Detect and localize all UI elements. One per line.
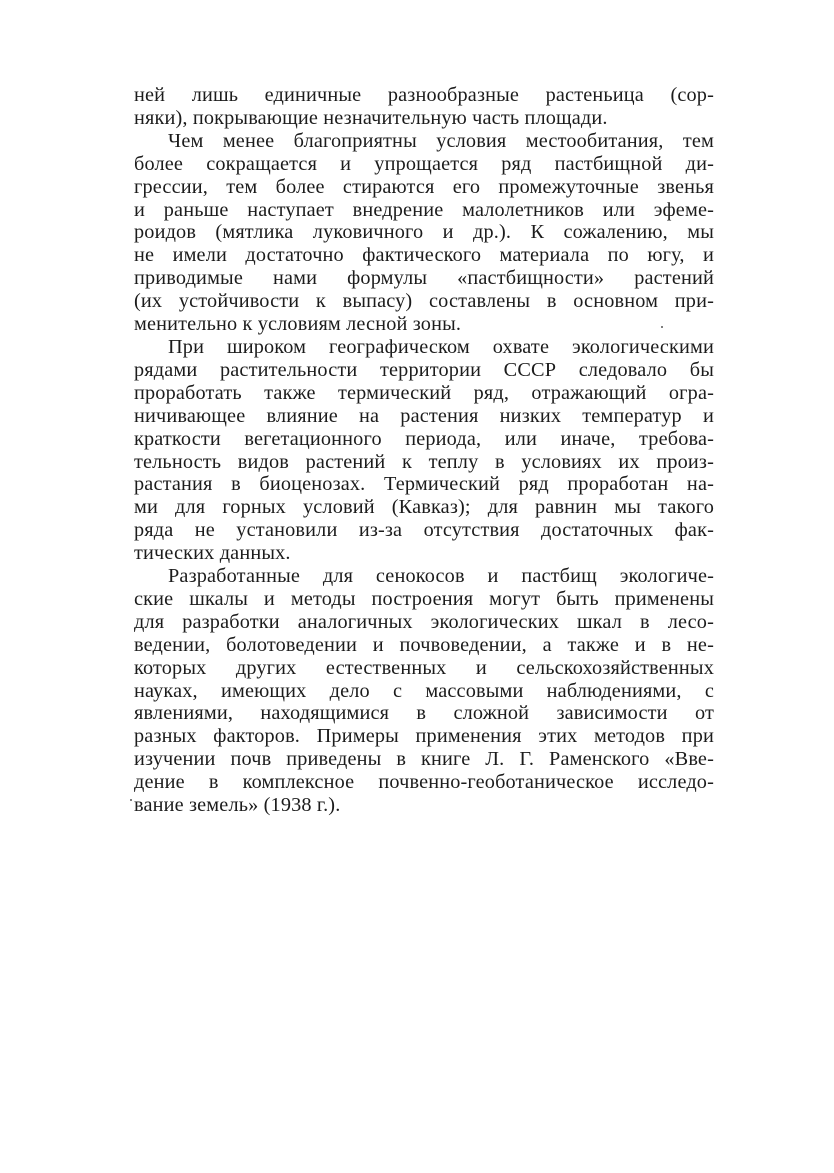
text-line: вание земель» (1938 г.). [134, 794, 341, 817]
paragraph-1 [134, 84, 714, 130]
text-line: ней лишь единичные разнообразные растеньица (сор- [134, 84, 714, 106]
text-line: (их устойчивости к выпасу) составлены в основном при- [134, 290, 714, 313]
paragraph-2 [134, 130, 714, 336]
text-line: При широком географическом охвате экологическими [168, 335, 714, 358]
text-line: ские шкалы и методы построения могут быть применены [134, 587, 714, 610]
text-line: для разработки аналогичных экологических шкал в лесо- [134, 610, 714, 633]
text-line: разных факторов. Примеры применения этих методов при [134, 725, 714, 748]
text-line: приводимые нами формулы «пастбищности» растений [134, 267, 714, 290]
text-line: няки), покрывающие незначительную часть площади. [134, 106, 608, 129]
text-line: изучении почв приведены в книге Л. Г. Раменского «Вве- [134, 748, 714, 771]
text-line: тических данных. [134, 542, 291, 565]
text-line: Разработанные для сенокосов и пастбищ экологиче- [168, 565, 714, 588]
text-line: науках, имеющих дело с массовыми наблюдениями, с [134, 679, 714, 702]
text-line: краткости вегетационного периода, или иначе, требова- [134, 427, 714, 450]
text-line: тельность видов растений к теплу в условиях их произ- [134, 450, 714, 473]
scan-speck [130, 799, 132, 801]
text-line: дение в комплексное почвенно-геоботаническое исследо- [134, 771, 714, 794]
text-line: менительно к условиям лесной зоны. [134, 313, 462, 336]
body-text [134, 84, 714, 817]
text-line: и раньше наступает внедрение малолетников или эфеме- [134, 198, 714, 221]
text-line: ничивающее влияние на растения низких температур и [134, 404, 714, 427]
text-line: явлениями, находящимися в сложной зависимости от [134, 702, 714, 725]
text-line: ведении, болотоведении и почвоведении, а также и в не- [134, 633, 714, 656]
text-line: роидов (мятлика луковичного и др.). К сожалению, мы [134, 221, 714, 244]
text-line: Чем менее благоприятны условия местообитания, тем [168, 129, 714, 152]
text-line: растания в биоценозах. Термический ряд проработан на- [134, 473, 714, 496]
text-line: грессии, тем более стираются его промежуточные звенья [134, 175, 714, 198]
paragraph-3 [134, 336, 714, 565]
paragraph-4 [134, 565, 714, 817]
text-line: проработать также термический ряд, отражающий огра- [134, 381, 714, 404]
text-line: не имели достаточно фактического материала по югу, и [134, 244, 714, 267]
text-line: ряда не установили из-за отсутствия достаточных фак- [134, 519, 714, 542]
scan-speck [661, 326, 663, 328]
text-line: которых других естественных и сельскохозяйственных [134, 656, 714, 679]
text-line: рядами растительности территории СССР следовало бы [134, 358, 714, 381]
text-line: более сокращается и упрощается ряд пастбищной ди- [134, 152, 714, 175]
text-line: ми для горных условий (Кавказ); для равнин мы такого [134, 496, 714, 519]
